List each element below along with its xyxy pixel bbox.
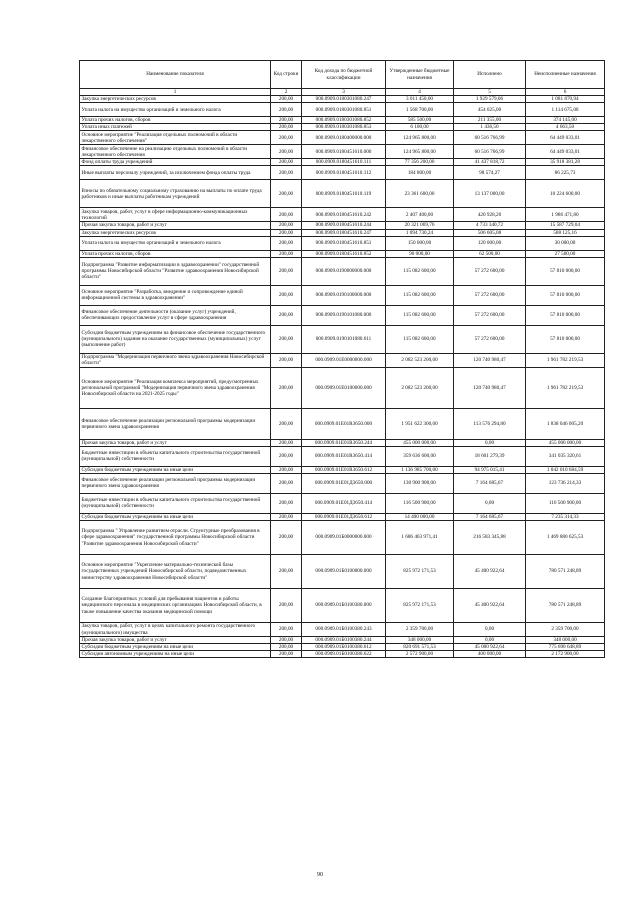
cell-executed: 13 137 000,00 xyxy=(454,180,526,208)
table-row xyxy=(80,131,605,145)
cell-unexecuted: 15 587 729,04 xyxy=(526,222,605,229)
cell-executed: 4 733 340,72 xyxy=(454,222,526,229)
table-row xyxy=(80,208,605,222)
cell-executed: 60 516 766,99 xyxy=(454,131,526,145)
cell-approved: 124 965 800,00 xyxy=(386,131,454,145)
cell-code: 200,00 xyxy=(271,493,302,513)
cell-code: 200,00 xyxy=(271,325,302,353)
cell-name: Субсидии бюджетным учреждениям на иные цели xyxy=(80,513,271,520)
cell-unexecuted: 780 571 248,89 xyxy=(526,555,605,589)
cell-code: 200,00 xyxy=(271,513,302,520)
cell-executed: 506 605,08 xyxy=(454,229,526,236)
cell-unexecuted: 57 810 000,00 xyxy=(526,305,605,325)
cell-executed: 0,00 xyxy=(454,637,526,644)
cell-executed: 0,00 xyxy=(454,493,526,513)
cell-kbk: 000.0909.01Б0100380.000 xyxy=(302,589,386,623)
cell-kbk: 000.0909.0180451610.247 xyxy=(302,229,386,236)
table-row xyxy=(80,493,605,513)
cell-executed: 57 272 600,00 xyxy=(454,325,526,353)
cell-executed: 211 355,00 xyxy=(454,117,526,124)
cell-executed: 400 000,00 xyxy=(454,651,526,658)
cell-kbk: 000.0909.01Е01Д3650.414 xyxy=(302,493,386,513)
cell-unexecuted: 348 000,00 xyxy=(526,637,605,644)
cell-name: Субсидии бюджетным учреждениям на финансовое обеспечение государственного (муниципального) задания на оказание государственных (муниципальных) услуг (выполнение работ) xyxy=(80,325,271,353)
cell-executed: 62 500,00 xyxy=(454,250,526,257)
cell-name: Уплата налога на имущество организаций и земельного налога xyxy=(80,236,271,250)
cell-approved: 359 636 600,00 xyxy=(386,446,454,466)
table-row xyxy=(80,439,605,446)
cell-unexecuted: 1 042 010 684,59 xyxy=(526,466,605,473)
cell-code: 200,00 xyxy=(271,117,302,124)
cell-name: Прочая закупка товаров, работ и услуг xyxy=(80,439,271,446)
cell-unexecuted: 1 961 782 219,53 xyxy=(526,367,605,408)
cell-approved: 2 572 900,00 xyxy=(386,651,454,658)
cell-unexecuted: 2 172 900,00 xyxy=(526,651,605,658)
table-row xyxy=(80,117,605,124)
cell-executed: 0,00 xyxy=(454,439,526,446)
cell-code: 200,00 xyxy=(271,145,302,159)
cell-approved: 3 011 450,00 xyxy=(386,96,454,103)
column-number: 5 xyxy=(454,89,526,96)
cell-approved: 2 082 523 200,00 xyxy=(386,353,454,367)
cell-kbk: 000.0909.0180451610.244 xyxy=(302,222,386,229)
table-row xyxy=(80,222,605,229)
cell-unexecuted: 27 500,00 xyxy=(526,250,605,257)
cell-approved: 23 361 600,00 xyxy=(386,180,454,208)
cell-kbk: 000.0909.01Б0100380.243 xyxy=(302,623,386,637)
cell-unexecuted: 1 961 782 219,53 xyxy=(526,353,605,367)
cell-code: 200,00 xyxy=(271,285,302,305)
column-number: 1 xyxy=(80,89,271,96)
cell-executed: 45 000 922,64 xyxy=(454,644,526,651)
cell-kbk: 000.0909.0180301080.853 xyxy=(302,124,386,131)
cell-approved: 115 082 600,00 xyxy=(386,285,454,305)
cell-approved: 116 500 900,00 xyxy=(386,493,454,513)
cell-approved: 2 359 700,00 xyxy=(386,623,454,637)
cell-approved: 825 972 171,53 xyxy=(386,555,454,589)
cell-name: Уплата прочих налогов, сборов xyxy=(80,250,271,257)
cell-executed: 94 975 015,41 xyxy=(454,466,526,473)
cell-kbk: 000.0909.0190000000.000 xyxy=(302,257,386,285)
cell-name: Подпрограмма " Управление развитием отрасли. Структурные преобразования в сфере здравоохранения" государственной программы Новосибирской области "Развитие здравоохранения Новосибирской области" xyxy=(80,521,271,555)
cell-code: 200,00 xyxy=(271,353,302,367)
cell-approved: 124 965 800,00 xyxy=(386,145,454,159)
cell-code: 200,00 xyxy=(271,521,302,555)
table-row xyxy=(80,473,605,493)
cell-approved: 585 500,00 xyxy=(386,117,454,124)
table-row xyxy=(80,644,605,651)
cell-approved: 825 972 171,53 xyxy=(386,589,454,623)
cell-executed: 1 929 579,06 xyxy=(454,96,526,103)
table-row xyxy=(80,651,605,658)
cell-unexecuted: 30 000,00 xyxy=(526,236,605,250)
cell-code: 200,00 xyxy=(271,236,302,250)
cell-executed: 98 574,27 xyxy=(454,166,526,180)
cell-code: 200,00 xyxy=(271,159,302,166)
cell-name: Бюджетные инвестиции в объекты капитального строительства государственной (муниципальной) собственности xyxy=(80,493,271,513)
cell-code: 200,00 xyxy=(271,439,302,446)
cell-approved: 455 000 000,00 xyxy=(386,439,454,446)
cell-name: Создание благоприятных условий для пребывания пациентов и работы медицинского персонала в медицинских организациях Новосибирской области, в также повышение качества оказания медицинской помощи xyxy=(80,589,271,623)
cell-approved: 1 094 730,24 xyxy=(386,229,454,236)
cell-unexecuted: 64 449 033,01 xyxy=(526,131,605,145)
cell-approved: 1 136 985 700,00 xyxy=(386,466,454,473)
cell-code: 200,00 xyxy=(271,473,302,493)
cell-unexecuted: 775 690 648,89 xyxy=(526,644,605,651)
cell-unexecuted: 455 000 000,00 xyxy=(526,439,605,446)
cell-code: 200,00 xyxy=(271,651,302,658)
table-row xyxy=(80,145,605,159)
cell-name: Подпрограмма "Модернизация первичного звена здравоохранения Новосибирской области" xyxy=(80,353,271,367)
cell-unexecuted: 341 035 320,61 xyxy=(526,446,605,466)
cell-unexecuted: 57 810 000,00 xyxy=(526,257,605,285)
cell-unexecuted: 10 224 600,00 xyxy=(526,180,605,208)
table-row xyxy=(80,166,605,180)
cell-executed: 0,00 xyxy=(454,623,526,637)
cell-kbk: 000.0909.0180451610.111 xyxy=(302,159,386,166)
cell-approved: 115 082 600,00 xyxy=(386,305,454,325)
cell-code: 200,00 xyxy=(271,367,302,408)
cell-name: Финансовое обеспечение на реализацию отдельных полномочий в области лекарственного обеспечения xyxy=(80,145,271,159)
cell-executed: 41 437 818,72 xyxy=(454,159,526,166)
cell-name: Уплата иных платежей xyxy=(80,124,271,131)
cell-kbk: 000.0909.0190101080.611 xyxy=(302,325,386,353)
header-executed: Исполнено xyxy=(454,61,526,89)
table-row xyxy=(80,623,605,637)
cell-unexecuted: 35 918 381,28 xyxy=(526,159,605,166)
cell-executed: 454 025,00 xyxy=(454,103,526,117)
cell-name: Иные выплаты персоналу учреждений, за исключением фонда оплаты труда xyxy=(80,166,271,180)
cell-executed: 60 516 766,99 xyxy=(454,145,526,159)
cell-kbk: 000.0909.01Е01R3650.612 xyxy=(302,466,386,473)
cell-name: Финансовое обеспечение реализации региональной программы модернизации первичного звена здравоохранения xyxy=(80,473,271,493)
cell-code: 200,00 xyxy=(271,131,302,145)
cell-name: Закупка товаров, работ, услуг в сфере информационно-коммуникационных технологий xyxy=(80,208,271,222)
cell-kbk: 000.0909.0180451610.242 xyxy=(302,208,386,222)
cell-approved: 115 082 600,00 xyxy=(386,257,454,285)
table-row xyxy=(80,96,605,103)
table-row xyxy=(80,124,605,131)
header-line-code: Код строки xyxy=(271,61,302,89)
table-row xyxy=(80,229,605,236)
cell-approved: 1 568 700,00 xyxy=(386,103,454,117)
cell-approved: 130 900 900,00 xyxy=(386,473,454,493)
table-row xyxy=(80,408,605,439)
table-row xyxy=(80,325,605,353)
cell-name: Основное мероприятие "Реализация отдельных полномочий в области лекарственного обеспечения" xyxy=(80,131,271,145)
cell-name: Субсидии бюджетным учреждениям на иные цели xyxy=(80,466,271,473)
cell-approved: 1 686 463 971,41 xyxy=(386,521,454,555)
cell-kbk: 000.0909.01Б0100380.244 xyxy=(302,637,386,644)
cell-code: 200,00 xyxy=(271,623,302,637)
cell-code: 200,00 xyxy=(271,644,302,651)
cell-approved: 820 691 571,53 xyxy=(386,644,454,651)
cell-name: Уплата прочих налогов, сборов xyxy=(80,117,271,124)
cell-code: 200,00 xyxy=(271,208,302,222)
cell-code: 200,00 xyxy=(271,250,302,257)
cell-executed: 7 164 685,67 xyxy=(454,473,526,493)
cell-name: Закупка энергетических ресурсов xyxy=(80,96,271,103)
column-number: 6 xyxy=(526,89,605,96)
cell-approved: 348 000,00 xyxy=(386,637,454,644)
cell-kbk: 000.0909.01Е01Д3650.000 xyxy=(302,473,386,493)
cell-kbk: 000.0909.01Б0100000.000 xyxy=(302,555,386,589)
cell-kbk: 000.0909.0190100000.000 xyxy=(302,285,386,305)
cell-unexecuted: 57 810 000,00 xyxy=(526,325,605,353)
cell-unexecuted: 780 571 248,89 xyxy=(526,589,605,623)
cell-executed: 57 272 600,00 xyxy=(454,305,526,325)
cell-approved: 20 321 069,76 xyxy=(386,222,454,229)
cell-executed: 216 583 345,88 xyxy=(454,521,526,555)
cell-unexecuted: 1 081 870,94 xyxy=(526,96,605,103)
cell-kbk: 000.0909.0180451610.000 xyxy=(302,145,386,159)
cell-unexecuted: 2 359 700,00 xyxy=(526,623,605,637)
cell-code: 200,00 xyxy=(271,446,302,466)
cell-approved: 90 000,00 xyxy=(386,250,454,257)
table-row xyxy=(80,159,605,166)
cell-name: Основное мероприятие "Укрепление материально-технической базы государственных учреждений Новосибирской области, подведомственных министерству здравоохранения Новосибирской области" xyxy=(80,555,271,589)
cell-name: Прочая закупка товаров, работ и услуг xyxy=(80,637,271,644)
table-body xyxy=(80,96,605,658)
cell-executed: 120 740 980,47 xyxy=(454,353,526,367)
cell-name: Бюджетные инвестиции в объекты капитального строительства государственной (муниципальной) собственности xyxy=(80,446,271,466)
cell-kbk: 000.0909.0180301080.851 xyxy=(302,103,386,117)
cell-code: 200,00 xyxy=(271,408,302,439)
cell-kbk: 000.0909.01Е01Д3650.612 xyxy=(302,513,386,520)
header-unexecuted: Неисполненные назначения xyxy=(526,61,605,89)
cell-executed: 45 400 922,64 xyxy=(454,589,526,623)
cell-approved: 14 400 000,00 xyxy=(386,513,454,520)
cell-kbk: 000.0909.01Е0000000.000 xyxy=(302,353,386,367)
column-number: 4 xyxy=(386,89,454,96)
cell-unexecuted: 1 838 046 005,20 xyxy=(526,408,605,439)
cell-unexecuted: 1 469 880 625,53 xyxy=(526,521,605,555)
cell-name: Закупка товаров, работ, услуг в целях капитального ремонта государственного (муниципального) имущества xyxy=(80,623,271,637)
cell-unexecuted: 588 125,16 xyxy=(526,229,605,236)
table-row xyxy=(80,180,605,208)
cell-executed: 57 272 600,00 xyxy=(454,257,526,285)
cell-unexecuted: 1 114 675,00 xyxy=(526,103,605,117)
table-row xyxy=(80,637,605,644)
cell-executed: 113 576 294,80 xyxy=(454,408,526,439)
cell-executed: 120 000,00 xyxy=(454,236,526,250)
cell-code: 200,00 xyxy=(271,589,302,623)
cell-code: 200,00 xyxy=(271,229,302,236)
table-row xyxy=(80,250,605,257)
table-row xyxy=(80,353,605,367)
cell-name: Подпрограмма "Развитие информатизации в здравоохранении" государственной программы Новосибирской области "Развитие здравоохранения Новосибирской области" xyxy=(80,257,271,285)
cell-kbk: 000.0909.01Б0100380.622 xyxy=(302,651,386,658)
cell-approved: 77 356 200,00 xyxy=(386,159,454,166)
cell-executed: 57 272 600,00 xyxy=(454,285,526,305)
cell-name: Закупка энергетических ресурсов xyxy=(80,229,271,236)
table-row xyxy=(80,305,605,325)
cell-unexecuted: 374 145,00 xyxy=(526,117,605,124)
cell-code: 200,00 xyxy=(271,466,302,473)
table-row xyxy=(80,285,605,305)
cell-kbk: 000.0909.0190101080.000 xyxy=(302,305,386,325)
cell-unexecuted: 4 663,50 xyxy=(526,124,605,131)
page-number: 90 xyxy=(317,872,323,878)
cell-executed: 120 740 980,47 xyxy=(454,367,526,408)
cell-kbk: 000.0909.01Б0100380.612 xyxy=(302,644,386,651)
cell-unexecuted: 123 736 214,33 xyxy=(526,473,605,493)
header-income-code: Код дохода по бюджетной классификации xyxy=(302,61,386,89)
cell-code: 200,00 xyxy=(271,180,302,208)
cell-name: Субсидии автономным учреждениям на иные цели xyxy=(80,651,271,658)
table-row xyxy=(80,513,605,520)
cell-kbk: 000.0909.0180451610.112 xyxy=(302,166,386,180)
cell-approved: 2 082 523 200,00 xyxy=(386,367,454,408)
cell-executed: 45 400 922,64 xyxy=(454,555,526,589)
cell-kbk: 000.0909.0180400000.000 xyxy=(302,131,386,145)
budget-execution-table xyxy=(79,60,605,658)
cell-code: 200,00 xyxy=(271,124,302,131)
column-number: 3 xyxy=(302,89,386,96)
cell-kbk: 000.0909.0180301080.852 xyxy=(302,117,386,124)
cell-name: Субсидии бюджетным учреждениям на иные цели xyxy=(80,644,271,651)
cell-code: 200,00 xyxy=(271,637,302,644)
cell-unexecuted: 57 810 000,00 xyxy=(526,285,605,305)
cell-code: 200,00 xyxy=(271,103,302,117)
cell-name: Финансовое обеспечение реализации региональной программы модернизации первичного звена здравоохранения xyxy=(80,408,271,439)
cell-unexecuted: 7 235 314,33 xyxy=(526,513,605,520)
table-row xyxy=(80,466,605,473)
cell-name: Фонд оплаты труда учреждений xyxy=(80,159,271,166)
table-row xyxy=(80,367,605,408)
cell-code: 200,00 xyxy=(271,166,302,180)
header-approved: Утвержденные бюджетные назначения xyxy=(386,61,454,89)
table-row xyxy=(80,103,605,117)
cell-kbk: 000.0909.0180301080.247 xyxy=(302,96,386,103)
cell-kbk: 000.0909.01Е01R3650.000 xyxy=(302,408,386,439)
cell-kbk: 000.0909.01Б0000000.000 xyxy=(302,521,386,555)
cell-unexecuted: 64 449 033,01 xyxy=(526,145,605,159)
table-row xyxy=(80,521,605,555)
table-row xyxy=(80,236,605,250)
cell-approved: 150 000,00 xyxy=(386,236,454,250)
report-sheet xyxy=(79,60,604,658)
table-row xyxy=(80,589,605,623)
cell-executed: 18 601 279,39 xyxy=(454,446,526,466)
cell-code: 200,00 xyxy=(271,257,302,285)
cell-code: 200,00 xyxy=(271,305,302,325)
cell-executed: 420 928,20 xyxy=(454,208,526,222)
cell-approved: 1 951 622 300,00 xyxy=(386,408,454,439)
column-number: 2 xyxy=(271,89,302,96)
cell-approved: 2 407 400,00 xyxy=(386,208,454,222)
cell-executed: 7 164 685,67 xyxy=(454,513,526,520)
cell-unexecuted: 86 225,73 xyxy=(526,166,605,180)
cell-kbk: 000.0909.0180451610.852 xyxy=(302,250,386,257)
cell-approved: 6 100,00 xyxy=(386,124,454,131)
cell-kbk: 000.0909.0180451610.119 xyxy=(302,180,386,208)
cell-unexecuted: 116 500 900,00 xyxy=(526,493,605,513)
cell-name: Взносы по обязательному социальному страхованию на выплаты по оплате труда работников и иные выплаты работникам учреждений xyxy=(80,180,271,208)
cell-code: 200,00 xyxy=(271,555,302,589)
table-row xyxy=(80,555,605,589)
cell-code: 200,00 xyxy=(271,96,302,103)
cell-executed: 1 436,50 xyxy=(454,124,526,131)
table-header xyxy=(80,61,605,96)
cell-code: 200,00 xyxy=(271,222,302,229)
cell-approved: 184 800,00 xyxy=(386,166,454,180)
cell-unexecuted: 1 986 471,80 xyxy=(526,208,605,222)
cell-name: Основное мероприятие "Разработка, внедрение и сопровождение единой информационной системы в здравоохранении" xyxy=(80,285,271,305)
cell-kbk: 000.0909.01Е0100000.000 xyxy=(302,367,386,408)
header-indicator-name: Наименование показателя xyxy=(80,61,271,89)
cell-name: Уплата налога на имущество организаций и земельного налога xyxy=(80,103,271,117)
cell-name: Финансовое обеспечение деятельности (оказание услуг) учреждений, обеспечивающих предоставление услуг в сфере здравоохранения xyxy=(80,305,271,325)
table-row xyxy=(80,257,605,285)
cell-kbk: 000.0909.01Е01R3650.414 xyxy=(302,446,386,466)
cell-name: Прочая закупка товаров, работ и услуг xyxy=(80,222,271,229)
cell-kbk: 000.0909.01Е01R3650.244 xyxy=(302,439,386,446)
cell-approved: 115 082 600,00 xyxy=(386,325,454,353)
cell-kbk: 000.0909.0180451610.851 xyxy=(302,236,386,250)
table-row xyxy=(80,446,605,466)
cell-name: Основное мероприятие "Реализация комплекса мероприятий, предусмотренных региональной программой "Модернизация первичного звена здравоохранения Новосибирской области на 2021-2025 годы" xyxy=(80,367,271,408)
